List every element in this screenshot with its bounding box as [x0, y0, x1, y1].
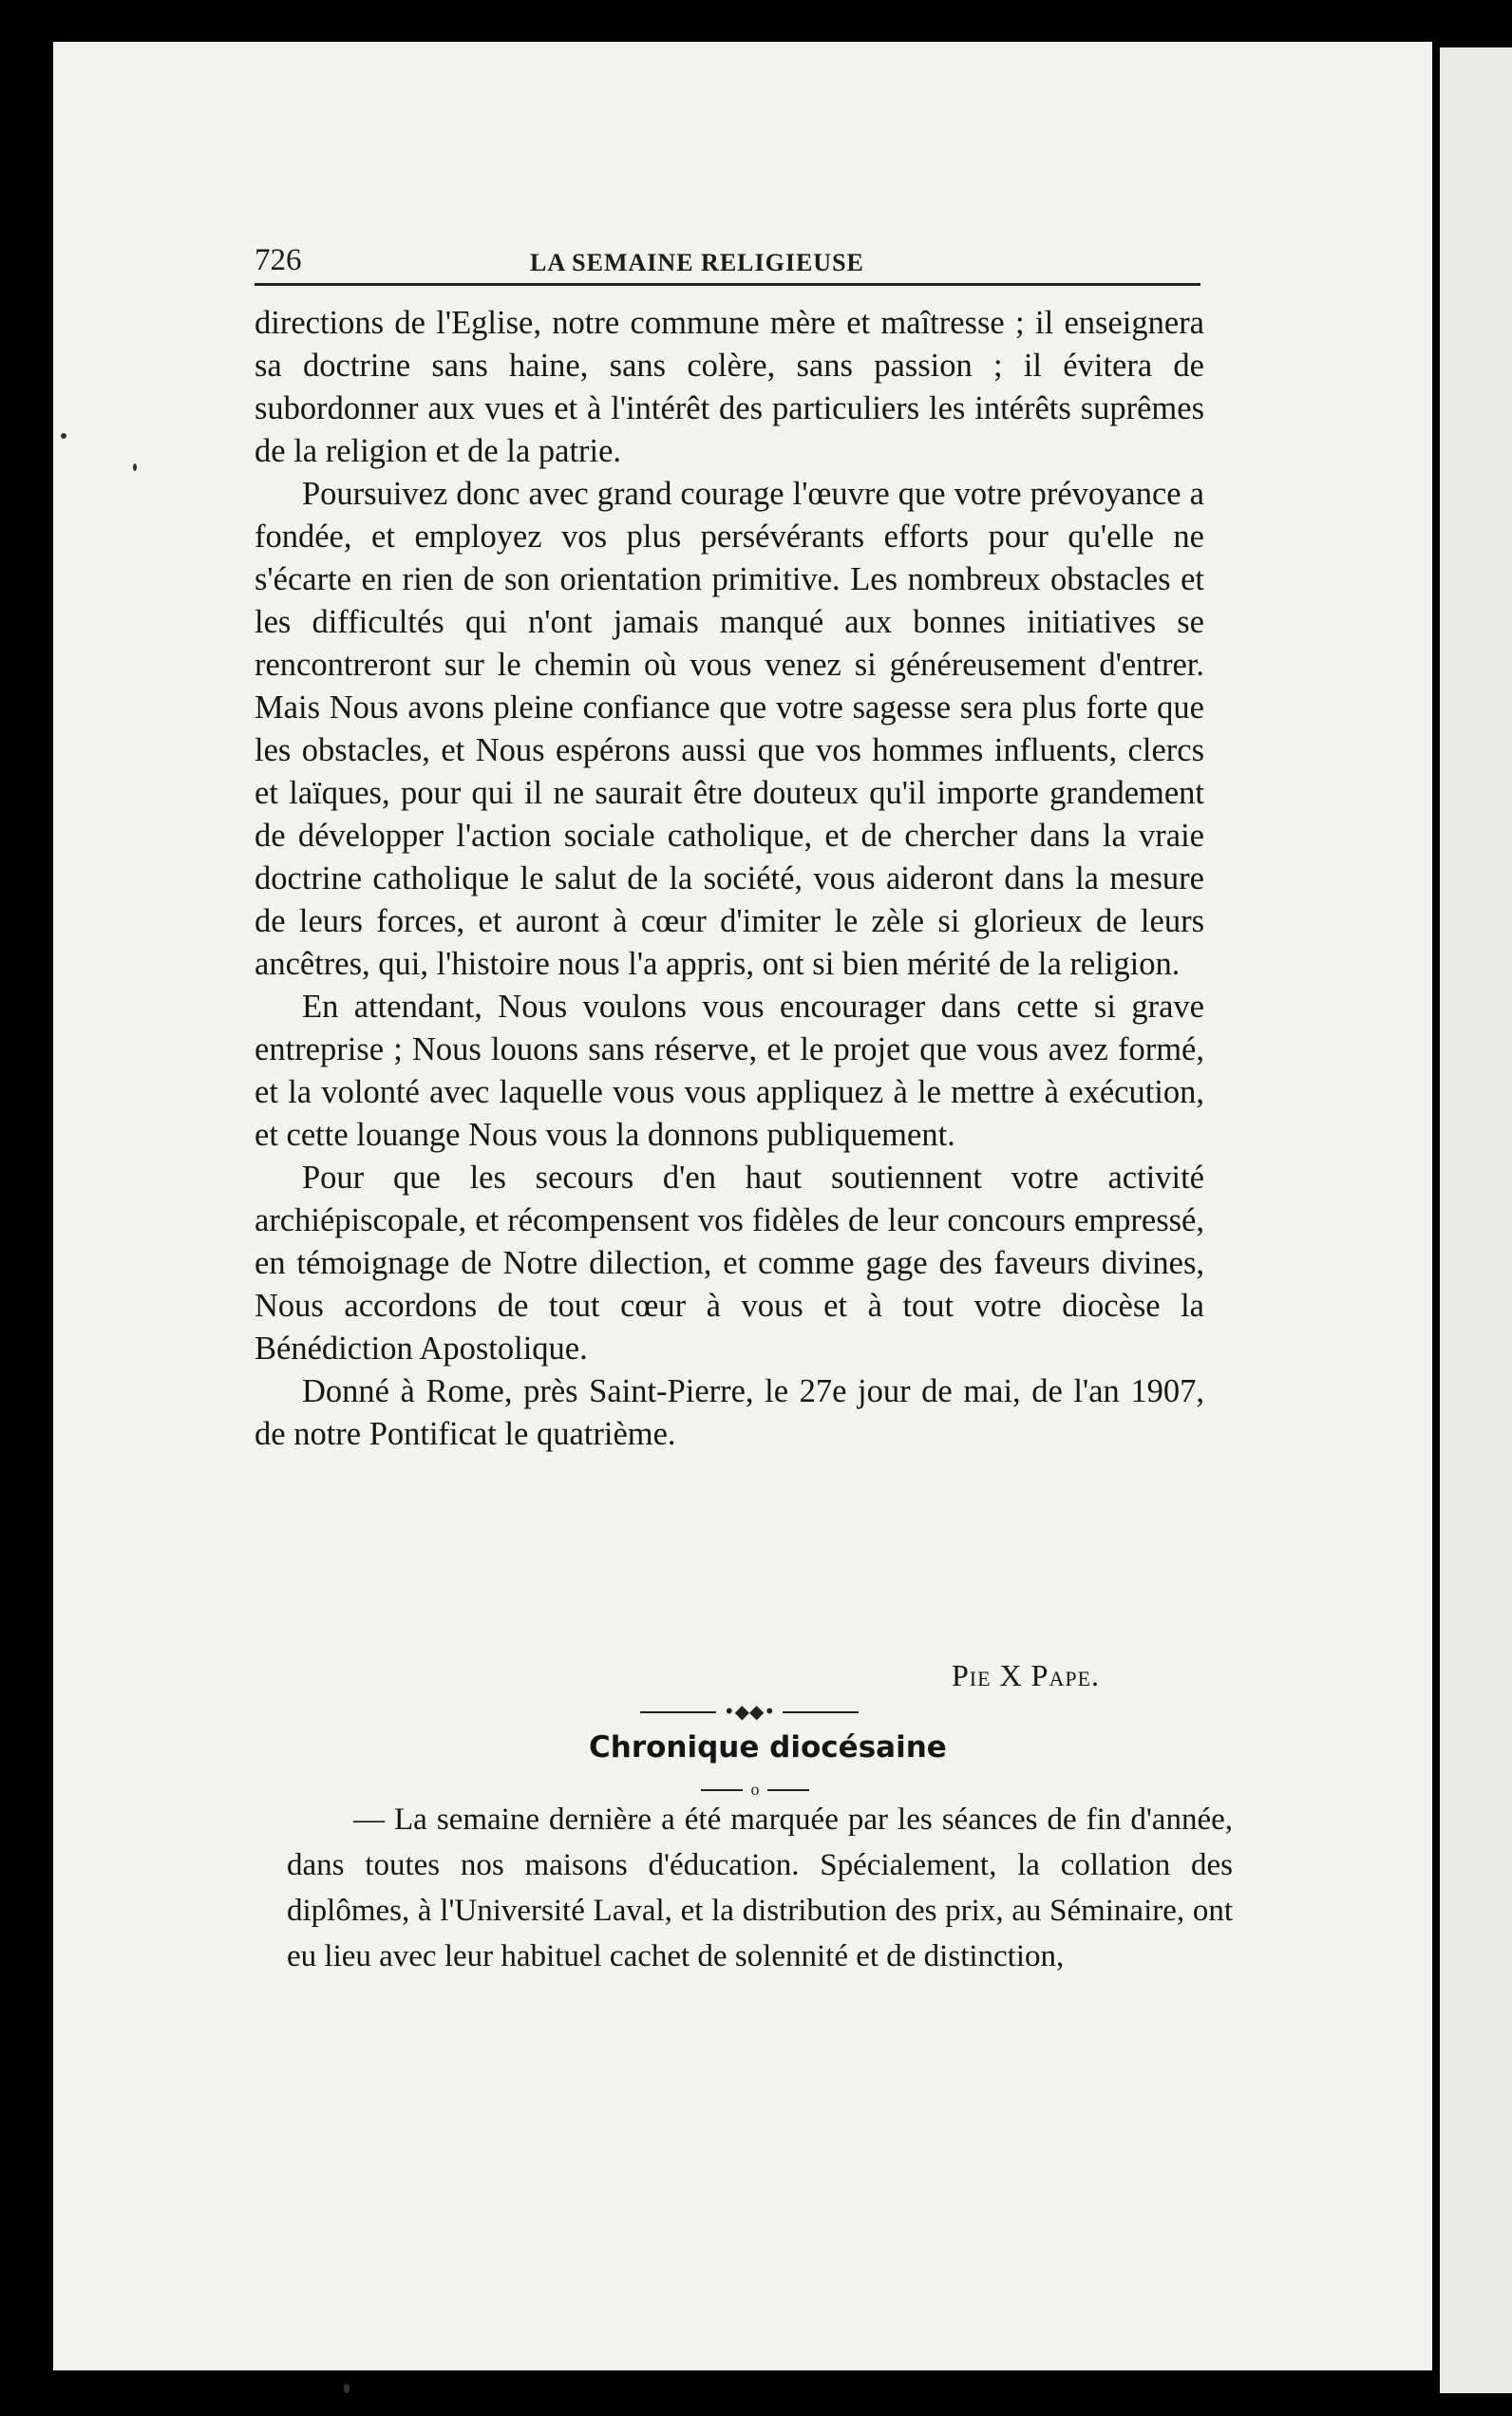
section-divider-ornament: •◆◆•: [716, 1700, 783, 1723]
chronicle-paragraph: — La semaine dernière a été marquée par les séances de fin d'année, dans toutes nos maisons d'éducation. Spécialement, la collation des diplômes, à l'Université Laval, et la distribution des prix, au Séminaire, ont eu lieu avec leur habituel cachet de solennité et de distinction,: [287, 1803, 1233, 1973]
scan-speck: [133, 463, 137, 471]
chronicle-text: [287, 1797, 1233, 1979]
small-divider-mark: o: [743, 1778, 767, 1801]
body-paragraph-4: Pour que les secours d'en haut soutiennent votre activité archiépiscopale, et récompensent vos fidèles de leur concours empressé, en témoignage de Notre dilection, et comme gage des faveurs divines, Nous accordons de tout cœur à vous et à tout votre diocèse la Bénédiction Apostolique.: [255, 1160, 1204, 1367]
page-header: [255, 239, 1200, 286]
adjacent-page-edge: [1440, 47, 1512, 2393]
papal-signature: Pie X Pape.: [952, 1658, 1101, 1692]
section-title: Chronique diocésaine: [589, 1730, 947, 1765]
body-paragraph-2: Poursuivez donc avec grand courage l'œuvre que votre prévoyance a fondée, et employez vos plus persévérants efforts pour qu'elle ne s'écarte en rien de son orientation primitive. Les nombreux obstacles et les difficultés qui n'ont jamais manqué aux bonnes initiatives se rencontreront sur le chemin où vous venez si généreusement d'entrer. Mais Nous avons pleine confiance que votre sagesse sera plus forte que les obstacles, et Nous espérons aussi que vos hommes influents, clercs et laïques, pour qui il ne saurait être douteux qu'il importe grandement de développer l'action sociale catholique, et de chercher dans la vraie doctrine catholique le salut de la société, vous aideront dans la mesure de leurs forces, et auront à cœur d'imiter le zèle si glorieux de leurs ancêtres, qui, l'histoire nous l'a appris, ont si bien mérité de la religion.: [255, 476, 1204, 982]
scan-speck: [61, 433, 66, 439]
body-paragraph-1: directions de l'Eglise, notre commune mère et maîtresse ; il enseignera sa doctrine sans haine, sans colère, sans passion ; il évitera de subordonner aux vues et à l'intérêt des particuliers les intérêts suprêmes de la religion et de la patrie.: [255, 305, 1204, 469]
letter-body: [255, 302, 1204, 1456]
running-title: LA SEMAINE RELIGIEUSE: [530, 249, 864, 276]
page-number: 726: [255, 243, 302, 277]
scan-speck: [344, 2384, 350, 2393]
body-paragraph-5: Donné à Rome, près Saint-Pierre, le 27e jour de mai, de l'an 1907, de notre Pontificat le quatrième.: [255, 1373, 1204, 1452]
body-paragraph-3: En attendant, Nous voulons vous encourager dans cette si grave entreprise ; Nous louons sans réserve, et le projet que vous avez formé, et la volonté avec laquelle vous vous appliquez à le mettre à exécution, et cette louange Nous vous la donnons publiquement.: [255, 989, 1204, 1153]
